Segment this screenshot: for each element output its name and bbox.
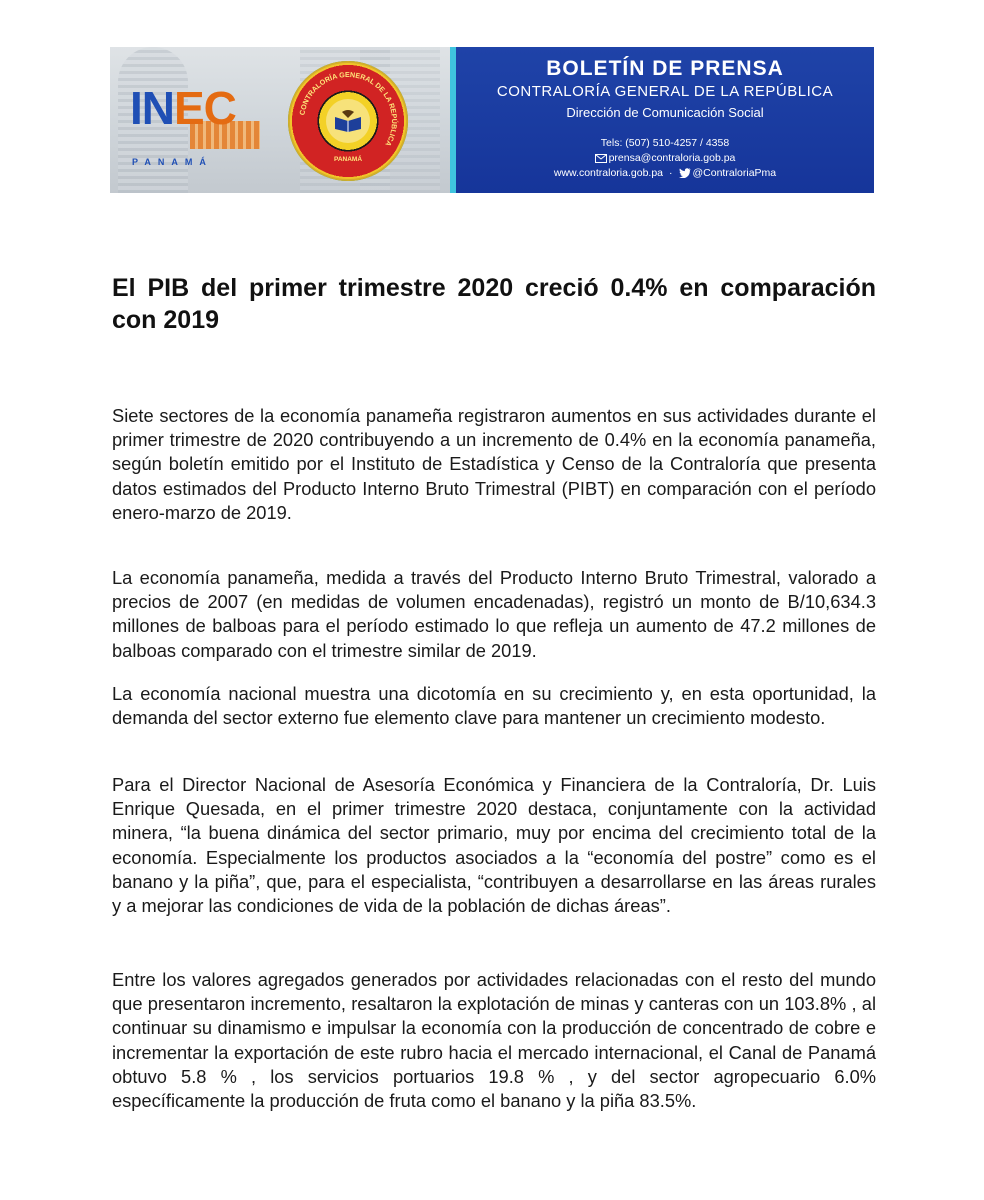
mail-icon [595, 154, 607, 166]
press-banner [110, 47, 874, 193]
banner-phone: Tels: (507) 510-4257 / 4358 [600, 137, 730, 149]
twitter-bird-icon [679, 168, 691, 181]
banner-department: Dirección de Comunicación Social [566, 105, 764, 120]
banner-separator: · [669, 167, 673, 179]
inec-logo-text [130, 82, 236, 134]
banner-email[interactable]: prensa@contraloria.gob.pa [608, 152, 736, 164]
seal-ring-label: CONTRALORÍA GENERAL DE LA REPÚBLICA [297, 69, 400, 148]
inec-logo-subtitle: PANAMÁ [132, 157, 213, 167]
article-paragraph-5: Entre los valores agregados generados por actividades relacionadas con el resto del mundo que presentaron incremento, resaltaron la explotación de minas y canteras con un 103.8% , al continuar su dinamismo e impulsar la economía con la producción de concentrado de cobre e incrementar la exportación de este rubro hacia el mercado internacional, el Canal de Panamá obtuvo 5.8 % , los servicios portuarios 19.8 % , y del sector agropecuario 6.0% específicamente la producción de fruta como el banano y la piña 83.5%. [112, 969, 876, 1112]
article-paragraph-3: La economía nacional muestra una dicotomía en su crecimiento y, en esta oportunidad, la demanda del sector externo fue elemento clave para mantener un crecimiento modesto. [112, 683, 876, 729]
inec-logo-text-blue: IN [130, 82, 174, 134]
banner-title: BOLETÍN DE PRENSA [546, 57, 784, 80]
banner-logo-area [110, 47, 450, 193]
inec-logo-text-orange: EC [174, 82, 236, 134]
banner-twitter-handle[interactable]: @ContraloriaPma [692, 167, 777, 179]
banner-email-line [456, 152, 874, 166]
seal-bottom-label: PANAMÁ [333, 156, 363, 163]
book-eagle-icon [326, 99, 370, 143]
banner-website[interactable]: www.contraloria.gob.pa [553, 167, 664, 179]
banner-web-line [456, 167, 874, 181]
contraloria-seal [288, 61, 408, 181]
article-paragraph-2: La economía panameña, medida a través del Producto Interno Bruto Trimestral, valorado a precios de 2007 (en medidas de volumen encadenadas), registró un monto de B/10,634.3 millones de balboas para el período estimado lo que refleja un aumento de 47.2 millones de balboas comparado con el trimestre similar de 2019. [112, 567, 876, 661]
banner-text-area [456, 47, 874, 193]
article-headline: El PIB del primer trimestre 2020 creció 0.4% en comparación con 2019 [112, 274, 876, 334]
article-paragraph-4: Para el Director Nacional de Asesoría Económica y Financiera de la Contraloría, Dr. Luis Enrique Quesada, en el primer trimestre 2020 destaca, conjuntamente con la actividad minera, “la buena dinámica del sector primario, muy por encima del crecimiento total de la economía. Especialmente los productos asociados a la “economía del postre” como es el banano y la piña”, que, para el especialista, “contribuyen a desarrollarse en las áreas rurales y a mejorar las condiciones de vida de la población de dichas áreas”. [112, 774, 876, 917]
banner-organization: CONTRALORÍA GENERAL DE LA REPÚBLICA [496, 83, 834, 100]
article-paragraph-1: Siete sectores de la economía panameña registraron aumentos en sus actividades durante el primer trimestre de 2020 contribuyendo a un incremento de 0.4% en la economía panameña, según boletín emitido por el Instituto de Estadística y Censo de la Contraloría que presenta datos estimados del Producto Interno Bruto Trimestral (PIBT) en comparación con el período enero-marzo de 2019. [112, 405, 876, 523]
inec-logo [130, 75, 260, 185]
